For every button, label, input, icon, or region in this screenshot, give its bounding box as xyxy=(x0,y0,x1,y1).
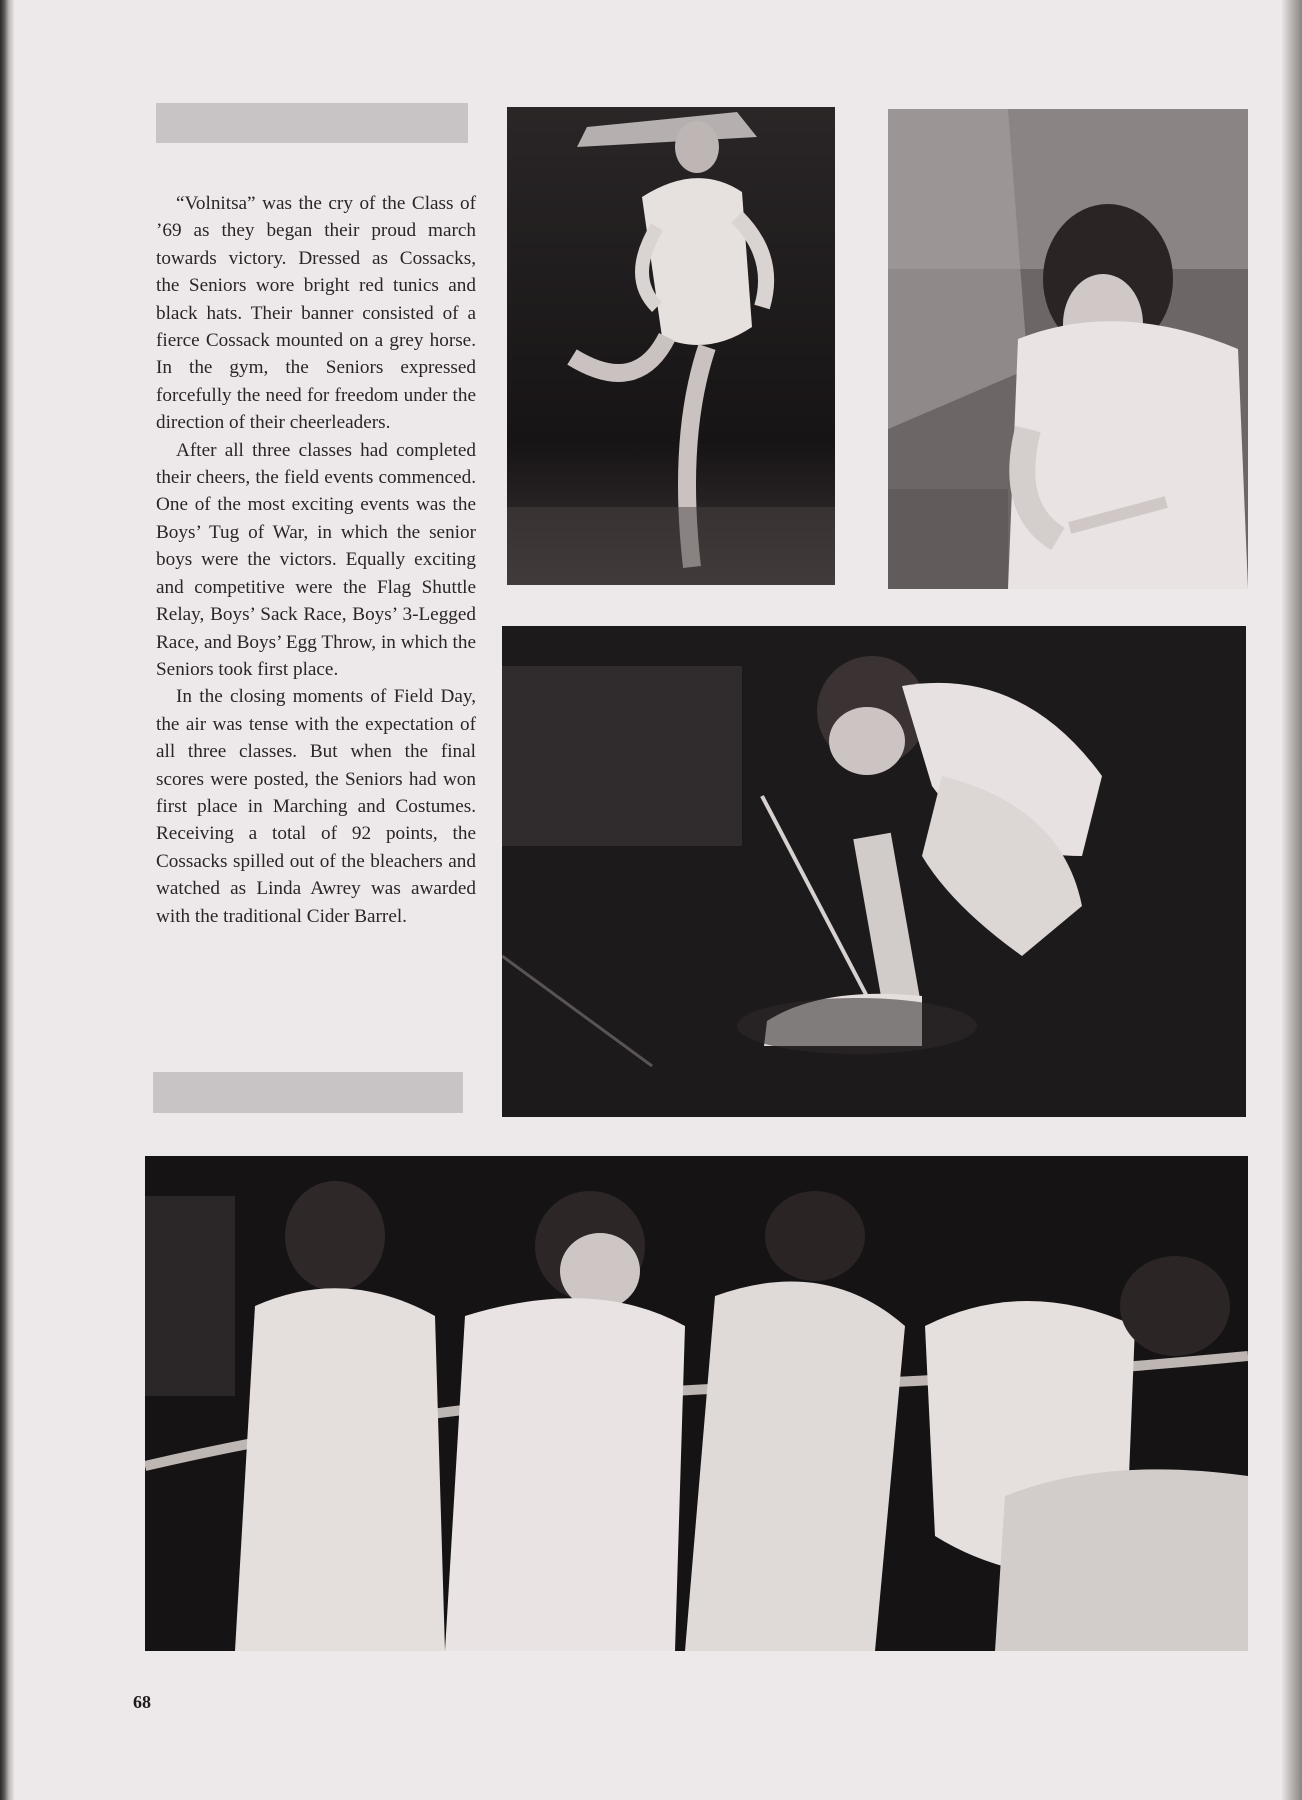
bottom-header-bar xyxy=(153,1072,463,1113)
article-body xyxy=(156,190,476,930)
article-paragraph-1: “Volnitsa” was the cry of the Class of ’69 as they began their proud march towards victory. Dressed as Cossacks, the Seniors wore bright red tunics and black hats. Their banner consisted of a fierce Cossack mounted on a grey horse. In the gym, the Seniors expressed forcefully the need for freedom under the direction of their cheerleaders. xyxy=(156,193,476,434)
article-paragraph-3: In the closing moments of Field Day, the air was tense with the expectation of all three classes. But when the final scores were posted, the Seniors had won first place in Marching and Costumes. Receiving a total of 92 points, the Cossacks spilled out of the bleachers and watched as Linda Awrey was awarded with the traditional Cider Barrel. xyxy=(156,686,476,927)
photo-boy-tying-shoe xyxy=(502,626,1246,1117)
binding-edge xyxy=(0,0,14,1800)
photo-girl-with-glasses xyxy=(888,109,1248,589)
article-paragraph-2: After all three classes had completed their cheers, the field events commenced. One of the most exciting events was the Boys’ Tug of War, in which the senior boys were the victors. Equally exciting and competitive were the Flag Shuttle Relay, Boys’ Sack Race, Boys’ 3-Legged Race, and Boys’ Egg Throw, in which the Seniors took first place. xyxy=(156,439,476,680)
page-number: 68 xyxy=(133,1692,151,1712)
top-header-bar xyxy=(156,103,468,143)
photo-runner xyxy=(507,107,835,585)
page-edge xyxy=(1282,0,1302,1800)
photo-tug-of-war xyxy=(145,1156,1248,1651)
